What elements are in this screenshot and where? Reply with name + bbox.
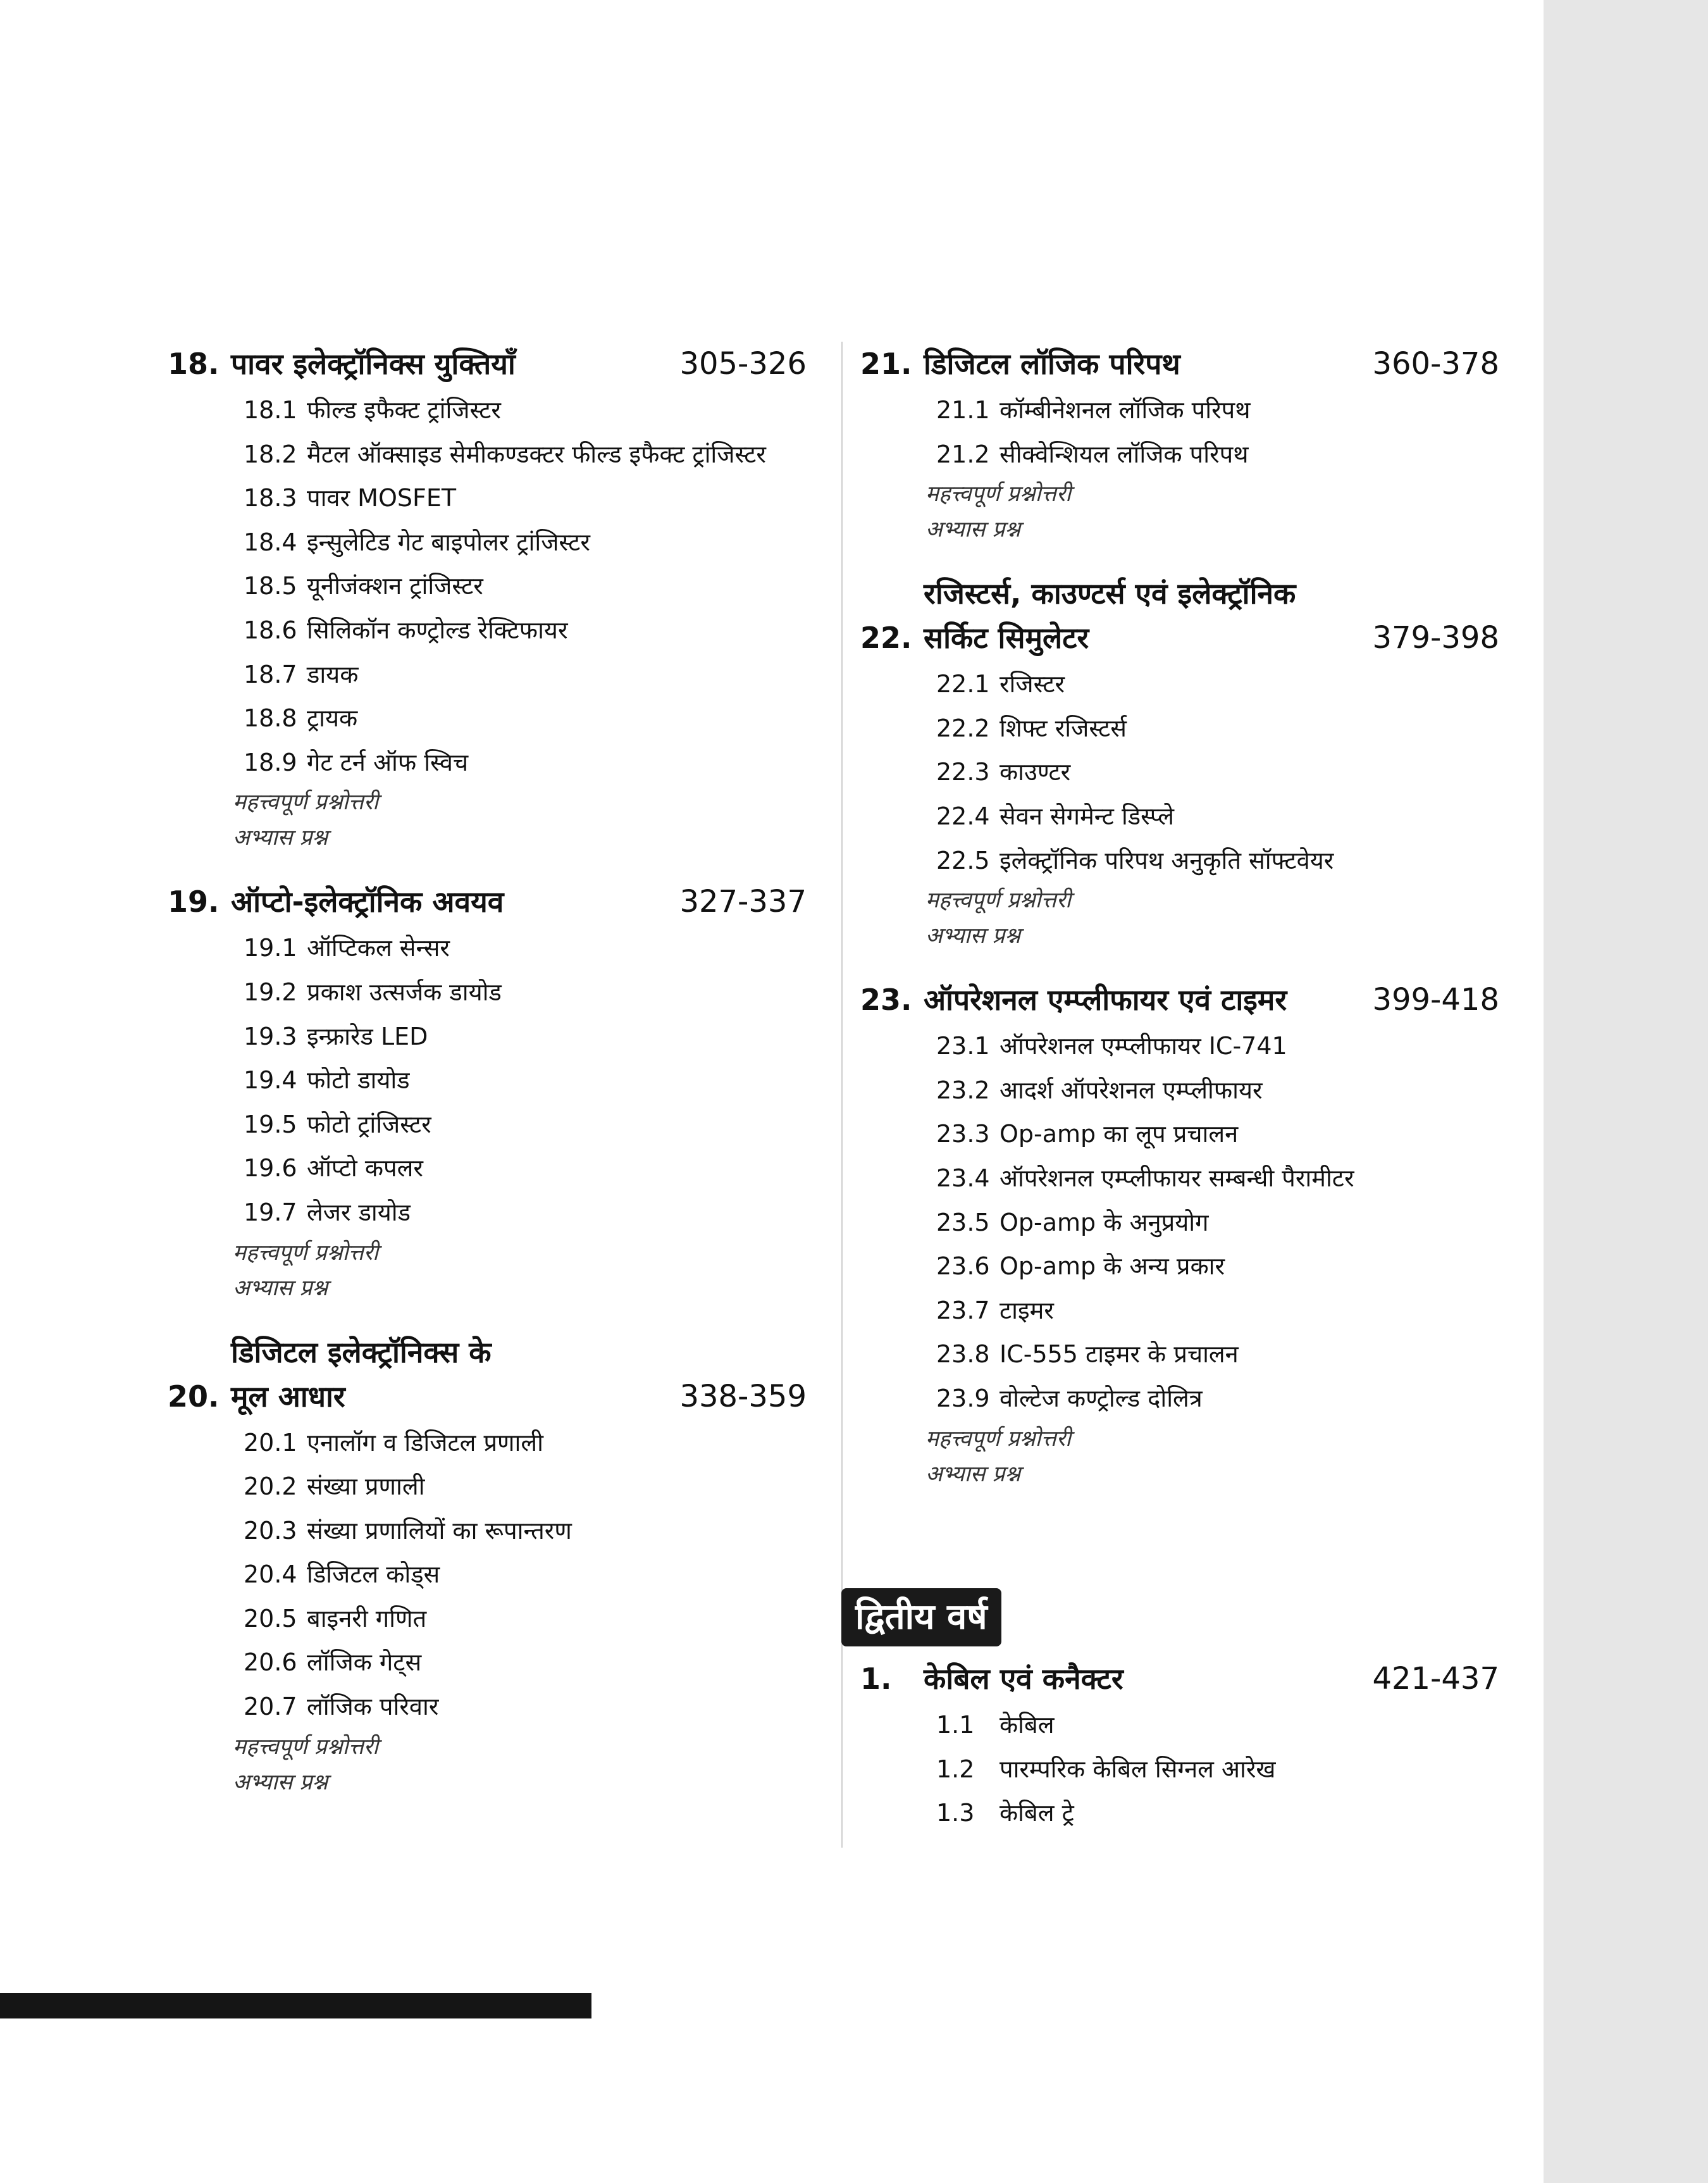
section-number: 19.1 bbox=[244, 934, 297, 962]
section-item[interactable] bbox=[936, 795, 1499, 839]
section-number: 20.1 bbox=[244, 1428, 297, 1457]
chapter-heading[interactable] bbox=[860, 571, 1499, 660]
section-title: बाइनरी गणित bbox=[307, 1604, 427, 1633]
section-item[interactable] bbox=[244, 1191, 807, 1235]
chapter-gap bbox=[168, 1306, 807, 1330]
second-year-badge: द्वितीय वर्ष bbox=[841, 1588, 1001, 1646]
section-item[interactable] bbox=[244, 926, 807, 971]
section-item[interactable] bbox=[244, 1553, 807, 1597]
chapter-title-line: डिजिटल इलेक्ट्रॉनिक्स के bbox=[231, 1334, 492, 1369]
chapter-pages: 421-437 bbox=[1372, 1661, 1499, 1696]
section-number: 18.3 bbox=[244, 484, 297, 513]
section-item[interactable] bbox=[936, 1377, 1499, 1421]
section-title: Op-amp के अन्य प्रकार bbox=[999, 1252, 1225, 1281]
section-number: 21.2 bbox=[936, 440, 990, 468]
chapter-title-line: रजिस्टर्स, काउण्टर्स एवं इलेक्ट्रॉनिक bbox=[924, 576, 1296, 611]
section-number: 18.1 bbox=[244, 396, 297, 424]
section-item[interactable] bbox=[936, 1289, 1499, 1333]
section-number: 18.8 bbox=[244, 704, 297, 733]
section-number: 23.2 bbox=[936, 1076, 990, 1104]
section-number: 19.6 bbox=[244, 1154, 297, 1183]
important-qa-label[interactable]: महत्त्वपूर्ण प्रश्नोत्तरी bbox=[925, 482, 1072, 507]
section-list bbox=[936, 662, 1499, 883]
chapter-title bbox=[924, 342, 1372, 386]
section-number: 20.4 bbox=[244, 1560, 297, 1589]
chapter-heading[interactable] bbox=[168, 880, 807, 924]
section-title: यूनीजंक्शन ट्रांजिस्टर bbox=[307, 572, 483, 600]
section-number: 22.2 bbox=[936, 714, 990, 742]
chapter-heading[interactable] bbox=[860, 1657, 1499, 1701]
section-item[interactable] bbox=[936, 662, 1499, 707]
section-item[interactable] bbox=[244, 1147, 807, 1191]
section-title: पावर MOSFET bbox=[307, 484, 457, 513]
chapter-heading[interactable] bbox=[168, 342, 807, 386]
chapter-number: 1. bbox=[860, 1662, 892, 1696]
section-number: 21.1 bbox=[936, 396, 990, 424]
section-item[interactable] bbox=[936, 433, 1499, 477]
section-list bbox=[936, 1703, 1499, 1836]
important-qa-label[interactable]: महत्त्वपूर्ण प्रश्नोत्तरी bbox=[233, 790, 379, 816]
section-title: लॉजिक परिवार bbox=[307, 1693, 439, 1721]
section-item[interactable] bbox=[244, 1103, 807, 1147]
section-number: 18.5 bbox=[244, 572, 297, 600]
section-title: संख्या प्रणाली bbox=[307, 1472, 425, 1501]
section-title: पारम्परिक केबिल सिग्नल आरेख bbox=[999, 1755, 1276, 1783]
chapter-heading[interactable] bbox=[860, 342, 1499, 386]
section-item[interactable] bbox=[936, 750, 1499, 795]
section-title: फील्ड इफैक्ट ट्रांजिस्टर bbox=[307, 396, 501, 424]
section-item[interactable] bbox=[244, 741, 807, 785]
chapter-title-line: ऑप्टो-इलेक्ट्रॉनिक अवयव bbox=[231, 885, 504, 919]
practice-questions-label[interactable]: अभ्यास प्रश्न bbox=[233, 1275, 328, 1301]
section-title: टाइमर bbox=[999, 1296, 1054, 1324]
chapter-pages: 327-337 bbox=[679, 884, 807, 920]
section-number: 23.7 bbox=[936, 1296, 990, 1324]
section-number: 20.6 bbox=[244, 1648, 297, 1677]
section-number: 18.4 bbox=[244, 528, 297, 556]
chapter-block bbox=[168, 880, 807, 1305]
chapter-block bbox=[860, 1657, 1499, 1836]
section-number: 19.3 bbox=[244, 1022, 297, 1050]
section-item[interactable] bbox=[244, 971, 807, 1015]
section-number: 1.1 bbox=[936, 1711, 975, 1739]
section-item[interactable] bbox=[244, 1685, 807, 1729]
section-title: एनालॉग व डिजिटल प्रणाली bbox=[307, 1428, 543, 1457]
section-item[interactable] bbox=[936, 1703, 1499, 1748]
section-title: फोटो ट्रांजिस्टर bbox=[307, 1110, 431, 1138]
chapter-pages: 305-326 bbox=[679, 346, 807, 382]
section-item[interactable] bbox=[244, 1509, 807, 1553]
chapter-number: 23. bbox=[860, 983, 912, 1017]
chapter-block bbox=[860, 978, 1499, 1491]
section-list bbox=[936, 1024, 1499, 1421]
section-title: IC-555 टाइमर के प्रचालन bbox=[999, 1340, 1239, 1369]
important-qa-label[interactable]: महत्त्वपूर्ण प्रश्नोत्तरी bbox=[233, 1240, 379, 1266]
chapter-title-line: डिजिटल लॉजिक परिपथ bbox=[924, 347, 1180, 381]
practice-questions-label[interactable]: अभ्यास प्रश्न bbox=[233, 1769, 328, 1795]
chapter-number: 22. bbox=[860, 621, 912, 656]
section-title: सिलिकॉन कण्ट्रोल्ड रेक्टिफायर bbox=[307, 616, 568, 644]
section-item[interactable] bbox=[244, 1465, 807, 1509]
section-title: केबिल ट्रे bbox=[999, 1799, 1074, 1827]
section-item[interactable] bbox=[244, 1641, 807, 1685]
chapter-gap bbox=[860, 954, 1499, 978]
section-number: 23.4 bbox=[936, 1164, 990, 1192]
section-title: फोटो डायोड bbox=[307, 1066, 410, 1095]
section-title: काउण्टर bbox=[999, 758, 1071, 787]
section-number: 20.5 bbox=[244, 1604, 297, 1633]
section-number: 1.2 bbox=[936, 1755, 975, 1783]
section-number: 23.8 bbox=[936, 1340, 990, 1369]
section-number: 18.2 bbox=[244, 440, 297, 468]
section-item[interactable] bbox=[244, 433, 807, 477]
chapter-gap bbox=[860, 547, 1499, 571]
section-title: मैटल ऑक्साइड सेमीकण्डक्टर फील्ड इफैक्ट ट्रांजिस्टर bbox=[307, 440, 766, 468]
practice-questions-label[interactable]: अभ्यास प्रश्न bbox=[925, 923, 1021, 949]
section-title: इन्फ्रारेड LED bbox=[307, 1022, 428, 1050]
section-number: 22.5 bbox=[936, 846, 990, 874]
chapter-pages: 360-378 bbox=[1372, 346, 1499, 382]
section-number: 23.9 bbox=[936, 1384, 990, 1412]
practice-questions-label[interactable]: अभ्यास प्रश्न bbox=[233, 825, 328, 851]
section-list bbox=[244, 389, 807, 785]
section-item[interactable] bbox=[936, 1112, 1499, 1157]
section-list bbox=[244, 926, 807, 1235]
section-item[interactable] bbox=[244, 1015, 807, 1059]
section-title: इलेक्ट्रॉनिक परिपथ अनुकृति सॉफ्टवेयर bbox=[999, 846, 1334, 874]
section-number: 22.3 bbox=[936, 758, 990, 787]
section-item[interactable] bbox=[936, 1791, 1499, 1836]
section-number: 23.3 bbox=[936, 1120, 990, 1148]
section-title: गेट टर्न ऑफ स्विच bbox=[307, 748, 469, 776]
section-number: 18.9 bbox=[244, 748, 297, 776]
section-title: केबिल bbox=[999, 1711, 1055, 1739]
chapter-pages: 338-359 bbox=[679, 1378, 807, 1414]
important-qa-label[interactable]: महत्त्वपूर्ण प्रश्नोत्तरी bbox=[925, 888, 1072, 914]
section-item[interactable] bbox=[244, 389, 807, 433]
section-item[interactable] bbox=[244, 1421, 807, 1465]
section-item[interactable] bbox=[244, 1059, 807, 1103]
section-item[interactable] bbox=[936, 1748, 1499, 1792]
section-item[interactable] bbox=[936, 1333, 1499, 1377]
section-title: ऑपरेशनल एम्प्लीफायर सम्बन्धी पैरामीटर bbox=[999, 1164, 1354, 1192]
section-title: सीक्वेन्शियल लॉजिक परिपथ bbox=[999, 440, 1249, 468]
section-item[interactable] bbox=[936, 1069, 1499, 1113]
chapter-block bbox=[860, 342, 1499, 547]
chapter-title: केबिल एवं कनैक्टर bbox=[924, 1662, 1123, 1696]
section-item[interactable] bbox=[936, 389, 1499, 433]
section-number: 22.4 bbox=[936, 802, 990, 830]
grey-side-strip bbox=[1544, 0, 1708, 2183]
section-title: डायक bbox=[307, 660, 359, 688]
left-column bbox=[168, 342, 807, 1800]
section-number: 19.2 bbox=[244, 978, 297, 1006]
section-number: 1.3 bbox=[936, 1799, 975, 1827]
chapter-title bbox=[231, 1330, 679, 1419]
section-title: सेवन सेगमेन्ट डिस्प्ले bbox=[999, 802, 1175, 830]
section-title: कॉम्बीनेशनल लॉजिक परिपथ bbox=[999, 396, 1251, 424]
chapter-heading[interactable] bbox=[168, 1330, 807, 1419]
section-number: 20.7 bbox=[244, 1693, 297, 1721]
chapter-number: 18. bbox=[168, 347, 220, 381]
right-column bbox=[860, 342, 1499, 1492]
section-title: Op-amp के अनुप्रयोग bbox=[999, 1208, 1209, 1236]
section-number: 23.5 bbox=[936, 1208, 990, 1236]
section-number: 19.7 bbox=[244, 1198, 297, 1226]
section-title: संख्या प्रणालियों का रूपान्तरण bbox=[307, 1516, 572, 1545]
chapter-heading[interactable] bbox=[860, 978, 1499, 1022]
section-number: 19.4 bbox=[244, 1066, 297, 1095]
section-item[interactable] bbox=[936, 1245, 1499, 1289]
bottom-black-bar bbox=[0, 1993, 591, 2018]
section-item[interactable] bbox=[244, 564, 807, 609]
section-number: 19.5 bbox=[244, 1110, 297, 1138]
section-title: आदर्श ऑपरेशनल एम्प्लीफायर bbox=[999, 1076, 1263, 1104]
chapter-block bbox=[168, 342, 807, 855]
chapter-title-line: मूल आधार bbox=[231, 1379, 345, 1414]
section-title: रजिस्टर bbox=[999, 670, 1065, 699]
section-item[interactable] bbox=[244, 1597, 807, 1641]
section-title: ऑपरेशनल एम्प्लीफायर IC-741 bbox=[999, 1032, 1287, 1060]
section-title: ऑप्टिकल सेन्सर bbox=[307, 934, 450, 962]
chapter-pages: 379-398 bbox=[1372, 620, 1499, 656]
chapter-title-line: ऑपरेशनल एम्प्लीफायर एवं टाइमर bbox=[924, 983, 1287, 1017]
section-title: डिजिटल कोड्स bbox=[307, 1560, 440, 1589]
section-number: 18.6 bbox=[244, 616, 297, 644]
section-number: 23.1 bbox=[936, 1032, 990, 1060]
section-item[interactable] bbox=[936, 1024, 1499, 1069]
chapter-title bbox=[924, 978, 1372, 1022]
section-title: इन्सुलेटिड गेट बाइपोलर ट्रांजिस्टर bbox=[307, 528, 590, 556]
section-list bbox=[244, 1421, 807, 1729]
section-title: Op-amp का लूप प्रचालन bbox=[999, 1120, 1239, 1148]
section-item[interactable] bbox=[936, 839, 1499, 883]
section-title: प्रकाश उत्सर्जक डायोड bbox=[307, 978, 502, 1006]
practice-questions-label[interactable]: अभ्यास प्रश्न bbox=[925, 517, 1021, 543]
section-title: शिफ्ट रजिस्टर्स bbox=[999, 714, 1127, 742]
section-title: लॉजिक गेट्स bbox=[307, 1648, 422, 1677]
chapter-block bbox=[860, 571, 1499, 954]
chapter-gap bbox=[168, 855, 807, 880]
section-number: 18.7 bbox=[244, 660, 297, 688]
section-item[interactable] bbox=[936, 1157, 1499, 1201]
section-number: 23.6 bbox=[936, 1252, 990, 1281]
chapter-title bbox=[924, 571, 1372, 660]
chapter-number: 20. bbox=[168, 1379, 220, 1414]
chapter-title bbox=[231, 342, 679, 386]
chapter-title-line: पावर इलेक्ट्रॉनिक्स युक्तियाँ bbox=[231, 347, 516, 381]
section-item[interactable] bbox=[244, 653, 807, 697]
section-item[interactable] bbox=[936, 707, 1499, 751]
chapter-number: 21. bbox=[860, 347, 912, 381]
section-title: ऑप्टो कपलर bbox=[307, 1154, 423, 1183]
important-qa-label[interactable]: महत्त्वपूर्ण प्रश्नोत्तरी bbox=[233, 1734, 379, 1760]
chapter-block bbox=[168, 1330, 807, 1800]
section-number: 20.2 bbox=[244, 1472, 297, 1501]
section-item[interactable] bbox=[244, 697, 807, 741]
section-item[interactable] bbox=[936, 1201, 1499, 1245]
chapter-title-line: सर्किट सिमुलेटर bbox=[924, 621, 1089, 656]
section-number: 22.1 bbox=[936, 670, 990, 699]
chapter-number: 19. bbox=[168, 885, 220, 919]
section-title: लेजर डायोड bbox=[307, 1198, 411, 1226]
important-qa-label[interactable]: महत्त्वपूर्ण प्रश्नोत्तरी bbox=[925, 1426, 1072, 1452]
section-number: 20.3 bbox=[244, 1516, 297, 1545]
chapter-pages: 399-418 bbox=[1372, 982, 1499, 1018]
section-title: वोल्टेज कण्ट्रोल्ड दोलित्र bbox=[999, 1384, 1203, 1412]
section-title: ट्रायक bbox=[307, 704, 358, 733]
section-list bbox=[936, 389, 1499, 476]
chapter-title bbox=[231, 880, 679, 924]
section-item[interactable] bbox=[244, 609, 807, 653]
practice-questions-label[interactable]: अभ्यास प्रश्न bbox=[925, 1461, 1021, 1487]
section-item[interactable] bbox=[244, 476, 807, 521]
section-item[interactable] bbox=[244, 521, 807, 565]
